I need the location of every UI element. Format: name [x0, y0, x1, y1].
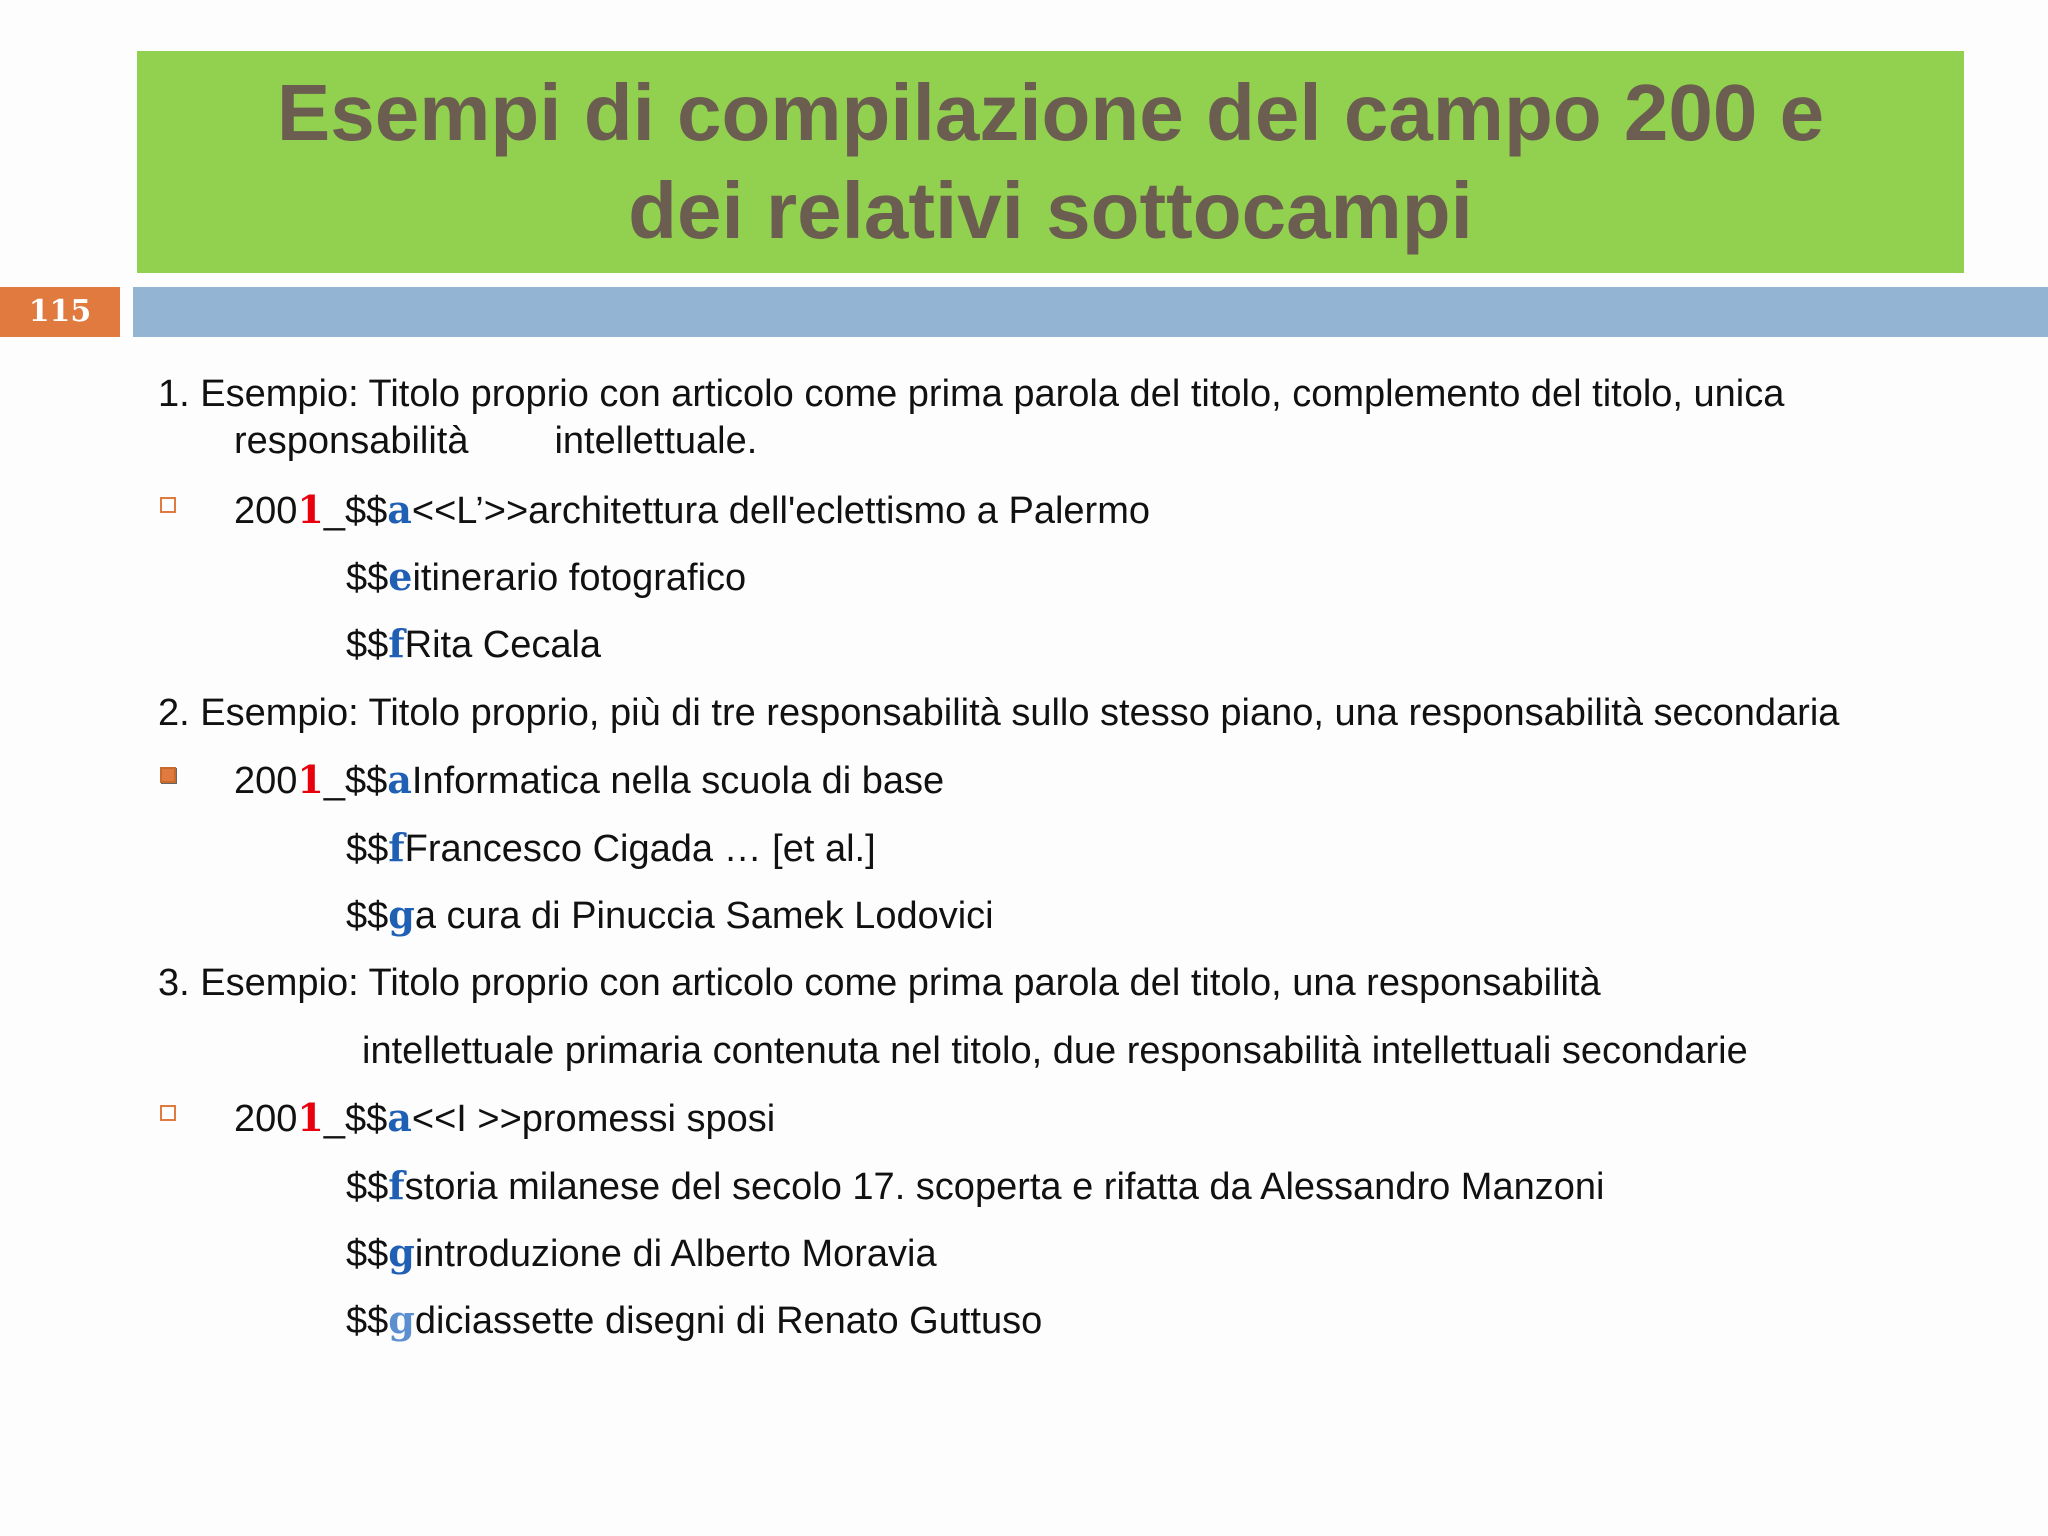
header-band — [133, 287, 2048, 337]
example-2-heading: 2. Esempio: Titolo proprio, più di tre responsabilità sullo stesso piano, una responsabilità secondaria — [158, 692, 1840, 734]
example-3-subfield: $$fstoria milanese del secolo 17. scoperta e rifatta da Alessandro Manzoni — [346, 1163, 1605, 1208]
bullet-icon — [160, 767, 176, 783]
bullet-icon — [160, 497, 176, 513]
example-3-heading-cont: intellettuale primaria contenuta nel titolo, due responsabilità intellettuali secondarie — [362, 1030, 1748, 1072]
subfield-code: g — [388, 1297, 415, 1342]
subfield-code: a — [387, 757, 412, 802]
subfield-code: g — [388, 1230, 415, 1275]
example-3-record-line: 2001_$$a<<I >>promessi sposi — [234, 1095, 776, 1140]
title-banner — [137, 51, 1964, 273]
example-1-subfield: $$fRita Cecala — [346, 621, 602, 666]
subfield-code: g — [388, 892, 415, 937]
subfield-code: e — [388, 554, 413, 599]
example-1-heading: 1. Esempio: Titolo proprio con articolo come prima parola del titolo, complemento del titolo, unica — [158, 373, 1785, 415]
slide-title: Esempi di compilazione del campo 200 e dei relativi sottocampi — [276, 68, 1825, 255]
subfield-code: f — [388, 621, 405, 666]
subfield-code: f — [388, 1163, 405, 1208]
indicator: 1 — [297, 757, 324, 802]
example-1-subfield: $$eitinerario fotografico — [346, 554, 747, 599]
indicator: 1 — [297, 487, 324, 532]
subfield-code: a — [387, 1095, 412, 1140]
bullet-icon — [160, 1105, 176, 1121]
example-2-subfield: $$fFrancesco Cigada … [et al.] — [346, 825, 876, 870]
example-1-heading-cont: responsabilità intellettuale. — [234, 420, 758, 462]
example-1-record-line: 2001_$$a<<L’>>architettura dell'eclettismo a Palermo — [234, 487, 1150, 532]
example-3-subfield: $$gintroduzione di Alberto Moravia — [346, 1230, 937, 1275]
page-number-badge: 115 — [0, 287, 120, 337]
subfield-code: f — [388, 825, 405, 870]
example-3-heading: 3. Esempio: Titolo proprio con articolo come prima parola del titolo, una responsabilità — [158, 962, 1601, 1004]
indicator: 1 — [297, 1095, 324, 1140]
example-2-record-line: 2001_$$aInformatica nella scuola di base — [234, 757, 945, 802]
example-2-subfield: $$ga cura di Pinuccia Samek Lodovici — [346, 892, 994, 937]
example-3-subfield: $$gdiciassette disegni di Renato Guttuso — [346, 1297, 1043, 1342]
subfield-code: a — [387, 487, 412, 532]
